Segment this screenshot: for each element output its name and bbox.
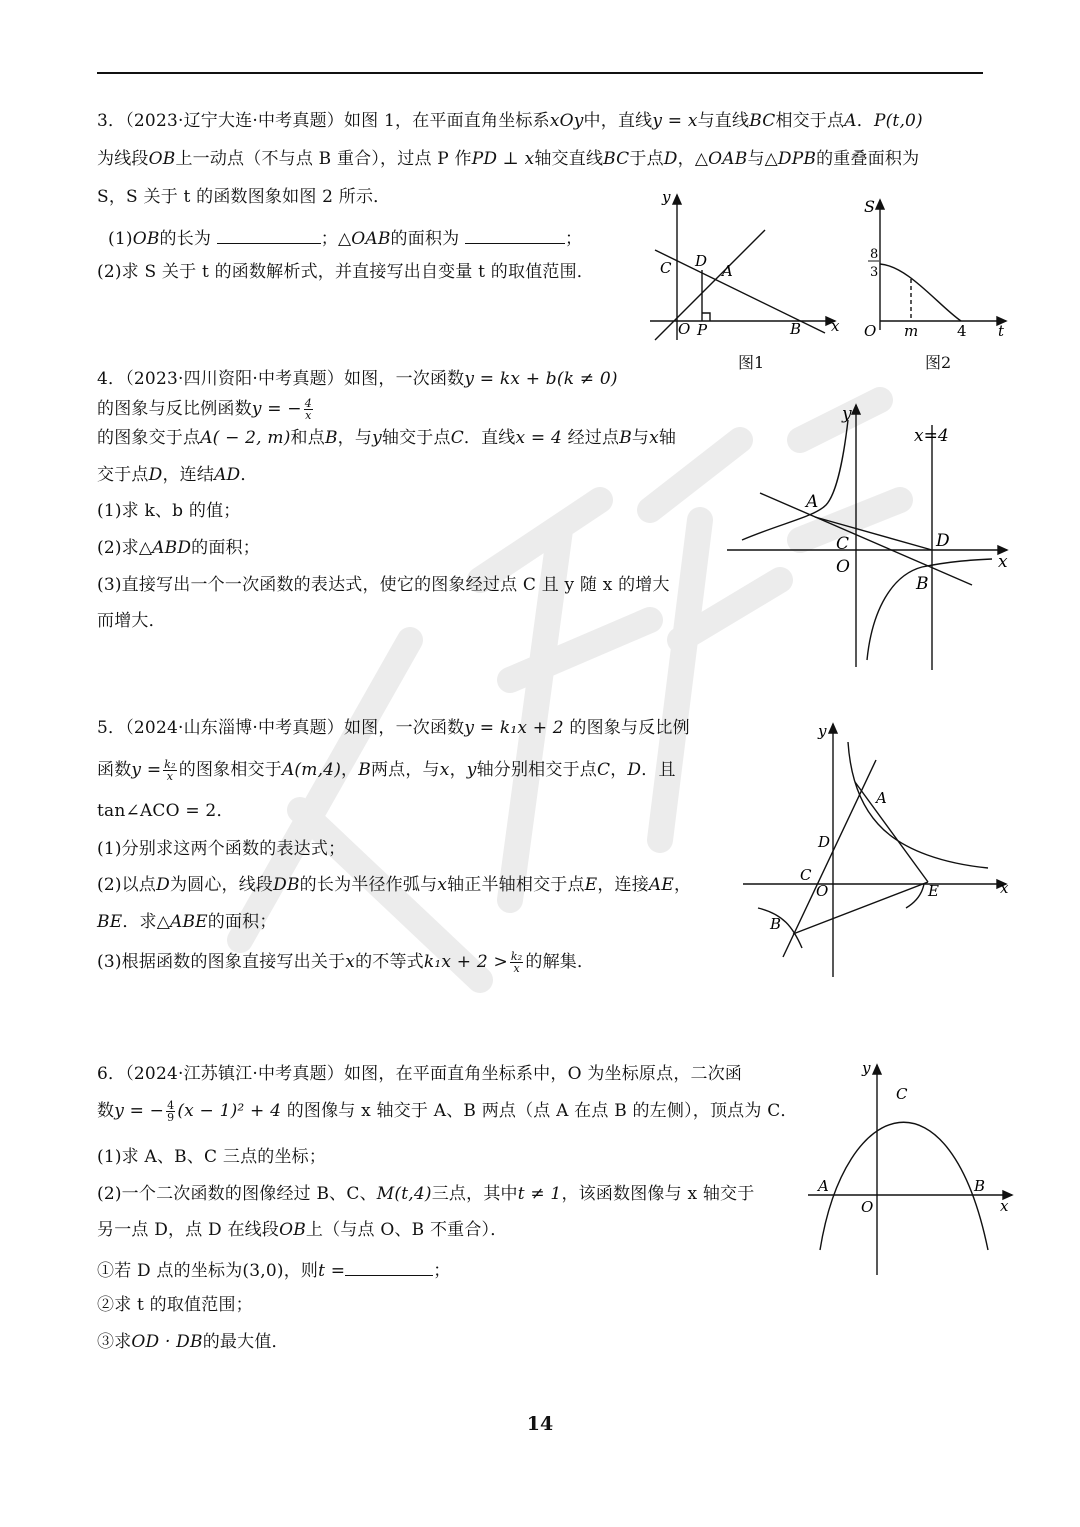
q6-line-2: 数y = − $\frac{4}{9}$ (x − 1)² + 4 的图像与 x 轴交于 A、B 两点（点 A 在点 B 的左侧），顶点为 C． (97, 1099, 798, 1124)
q6-label-x: x (1000, 1197, 1009, 1215)
q4-label-C: C (836, 534, 850, 554)
q6-figure (800, 1055, 1020, 1284)
q6-part-2-cont: 另一点 D，点 D 在线段OB上（与点 O、B 不重合）． (97, 1220, 508, 1240)
q5-line-3: tan∠ACO = 2． (97, 801, 234, 821)
q6-part-2: (2)一个二次函数的图像经过 B、C、M(t,4)三点，其中t ≠ 1，该函数图像与 x 轴交于 (97, 1184, 755, 1204)
q5-label-O: O (816, 882, 829, 900)
q3-figure-1 (640, 185, 850, 349)
q4-label-B: B (916, 574, 929, 594)
q4-figure (722, 395, 1022, 679)
q5-part-2-cont: BE．求△ABE的面积； (97, 912, 277, 932)
fig1-label-P: P (697, 321, 708, 339)
q5-label-C: C (800, 866, 812, 884)
q6-line-1: 6．（2024·江苏镇江·中考真题）如图，在平面直角坐标系中，O 为坐标原点，二次函 (97, 1064, 743, 1084)
q4-line-1: 4．（2023·四川资阳·中考真题）如图，一次函数y = kx + b(k ≠ 0) (97, 369, 618, 389)
fig2-label-num: 8 (870, 247, 879, 262)
q4-part-3: (3)直接写出一个一次函数的表达式，使它的图象经过点 C 且 y 随 x 的增大 (97, 575, 670, 595)
q4-part-1: (1)求 k、b 的值； (97, 501, 241, 521)
fig2-label-m: m (904, 322, 919, 340)
fig2-label-O: O (864, 322, 877, 340)
q6-subq-2: ②求 t 的取值范围； (97, 1295, 253, 1315)
q4-label-D: D (936, 531, 950, 551)
fig2-label-S: S (864, 197, 875, 216)
q4-label-x4: x=4 (914, 426, 949, 446)
q6-subq-1: ①若 D 点的坐标为(3,0)，则t = ； (97, 1257, 450, 1282)
q3-line-3: S，S 关于 t 的函数图象如图 2 所示． (97, 187, 391, 207)
q5-part-2: (2)以点D为圆心，线段DB的长为半径作弧与x轴正半轴相交于点E，连接AE， (97, 875, 692, 895)
q4-line-2: 的图象与反比例函数y = − $\frac{4}{x}$ (97, 397, 312, 422)
q4-label-A: A (806, 492, 819, 512)
q6-label-O: O (861, 1198, 874, 1216)
q4-part-2: (2)求△ABD的面积； (97, 538, 260, 558)
q5-label-D: D (818, 833, 831, 851)
fig2-caption: 图2 (925, 353, 952, 372)
fig2-label-4: 4 (957, 322, 967, 340)
fig1-label-A: A (722, 262, 733, 280)
fig2-label-den: 3 (870, 265, 879, 280)
q4-label-x: x (998, 552, 1008, 572)
q5-figure (738, 712, 1028, 986)
q6-label-C: C (896, 1085, 908, 1103)
q6-label-y: y (862, 1059, 871, 1077)
fig1-label-x: x (831, 317, 840, 335)
q5-label-A: A (876, 789, 887, 807)
q6-label-B: B (974, 1177, 986, 1195)
q5-part-3: (3)根据函数的图象直接写出关于x的不等式k₁x + 2 > $\frac{\text{k₂}}{x}$ 的解集． (97, 950, 595, 975)
q6-subq-3: ③求OD · DB的最大值． (97, 1332, 289, 1352)
q3-figure-2 (858, 190, 1018, 354)
fig1-label-y: y (662, 188, 671, 206)
q4-line-3: 的图象交于点A( − 2, m)和点B，与y轴交于点C．直线x = 4 经过点B与x轴 (97, 428, 677, 448)
q5-label-x: x (1000, 879, 1009, 897)
fig1-label-B: B (790, 320, 802, 338)
q3-part-1: (1)OB的长为 ；△OAB的面积为 ； (108, 225, 582, 250)
q6-label-A: A (818, 1177, 829, 1195)
fig1-caption: 图1 (738, 353, 765, 372)
q3-line-2: 为线段OB上一动点（不与点 B 重合），过点 P 作PD ⊥ x轴交直线BC于点D，△OAB与△DPB的重叠面积为 (97, 149, 920, 169)
q3-answer-blank-1[interactable] (217, 225, 321, 244)
q6-answer-blank[interactable] (345, 1257, 433, 1276)
q4-part-3-cont: 而增大． (97, 611, 166, 631)
q4-line-4: 交于点D，连结AD． (97, 465, 258, 485)
q5-part-1: (1)分别求这两个函数的表达式； (97, 839, 346, 859)
fig2-label-t: t (998, 322, 1005, 340)
fig1-label-C: C (660, 259, 672, 277)
q3-line-1: 3．（2023·辽宁大连·中考真题）如图 1，在平面直角坐标系xOy中，直线y = x与直线BC相交于点A．P(t,0) (97, 111, 923, 131)
q5-label-E: E (928, 882, 939, 900)
fig1-label-O: O (678, 320, 691, 338)
q5-line-2: 函数y = $\frac{\text{k₂}}{x}$ 的图象相交于A(m,4)，B两点，与x，y轴分别相交于点C，D．且 (97, 758, 676, 783)
q4-label-y: y (842, 404, 852, 424)
q5-line-1: 5．（2024·山东淄博·中考真题）如图，一次函数y = k₁x + 2 的图象与反比例 (97, 718, 690, 738)
q3-part-2: (2)求 S 关于 t 的函数解析式，并直接写出自变量 t 的取值范围． (97, 262, 595, 282)
q6-part-1: (1)求 A、B、C 三点的坐标； (97, 1147, 327, 1167)
q5-label-y: y (818, 722, 827, 740)
q5-label-B: B (770, 915, 782, 933)
q3-answer-blank-2[interactable] (465, 225, 565, 244)
page-number: 14 (526, 1413, 554, 1435)
fig1-label-D: D (695, 252, 708, 270)
header-rule (97, 72, 983, 74)
q4-label-O: O (836, 557, 850, 577)
